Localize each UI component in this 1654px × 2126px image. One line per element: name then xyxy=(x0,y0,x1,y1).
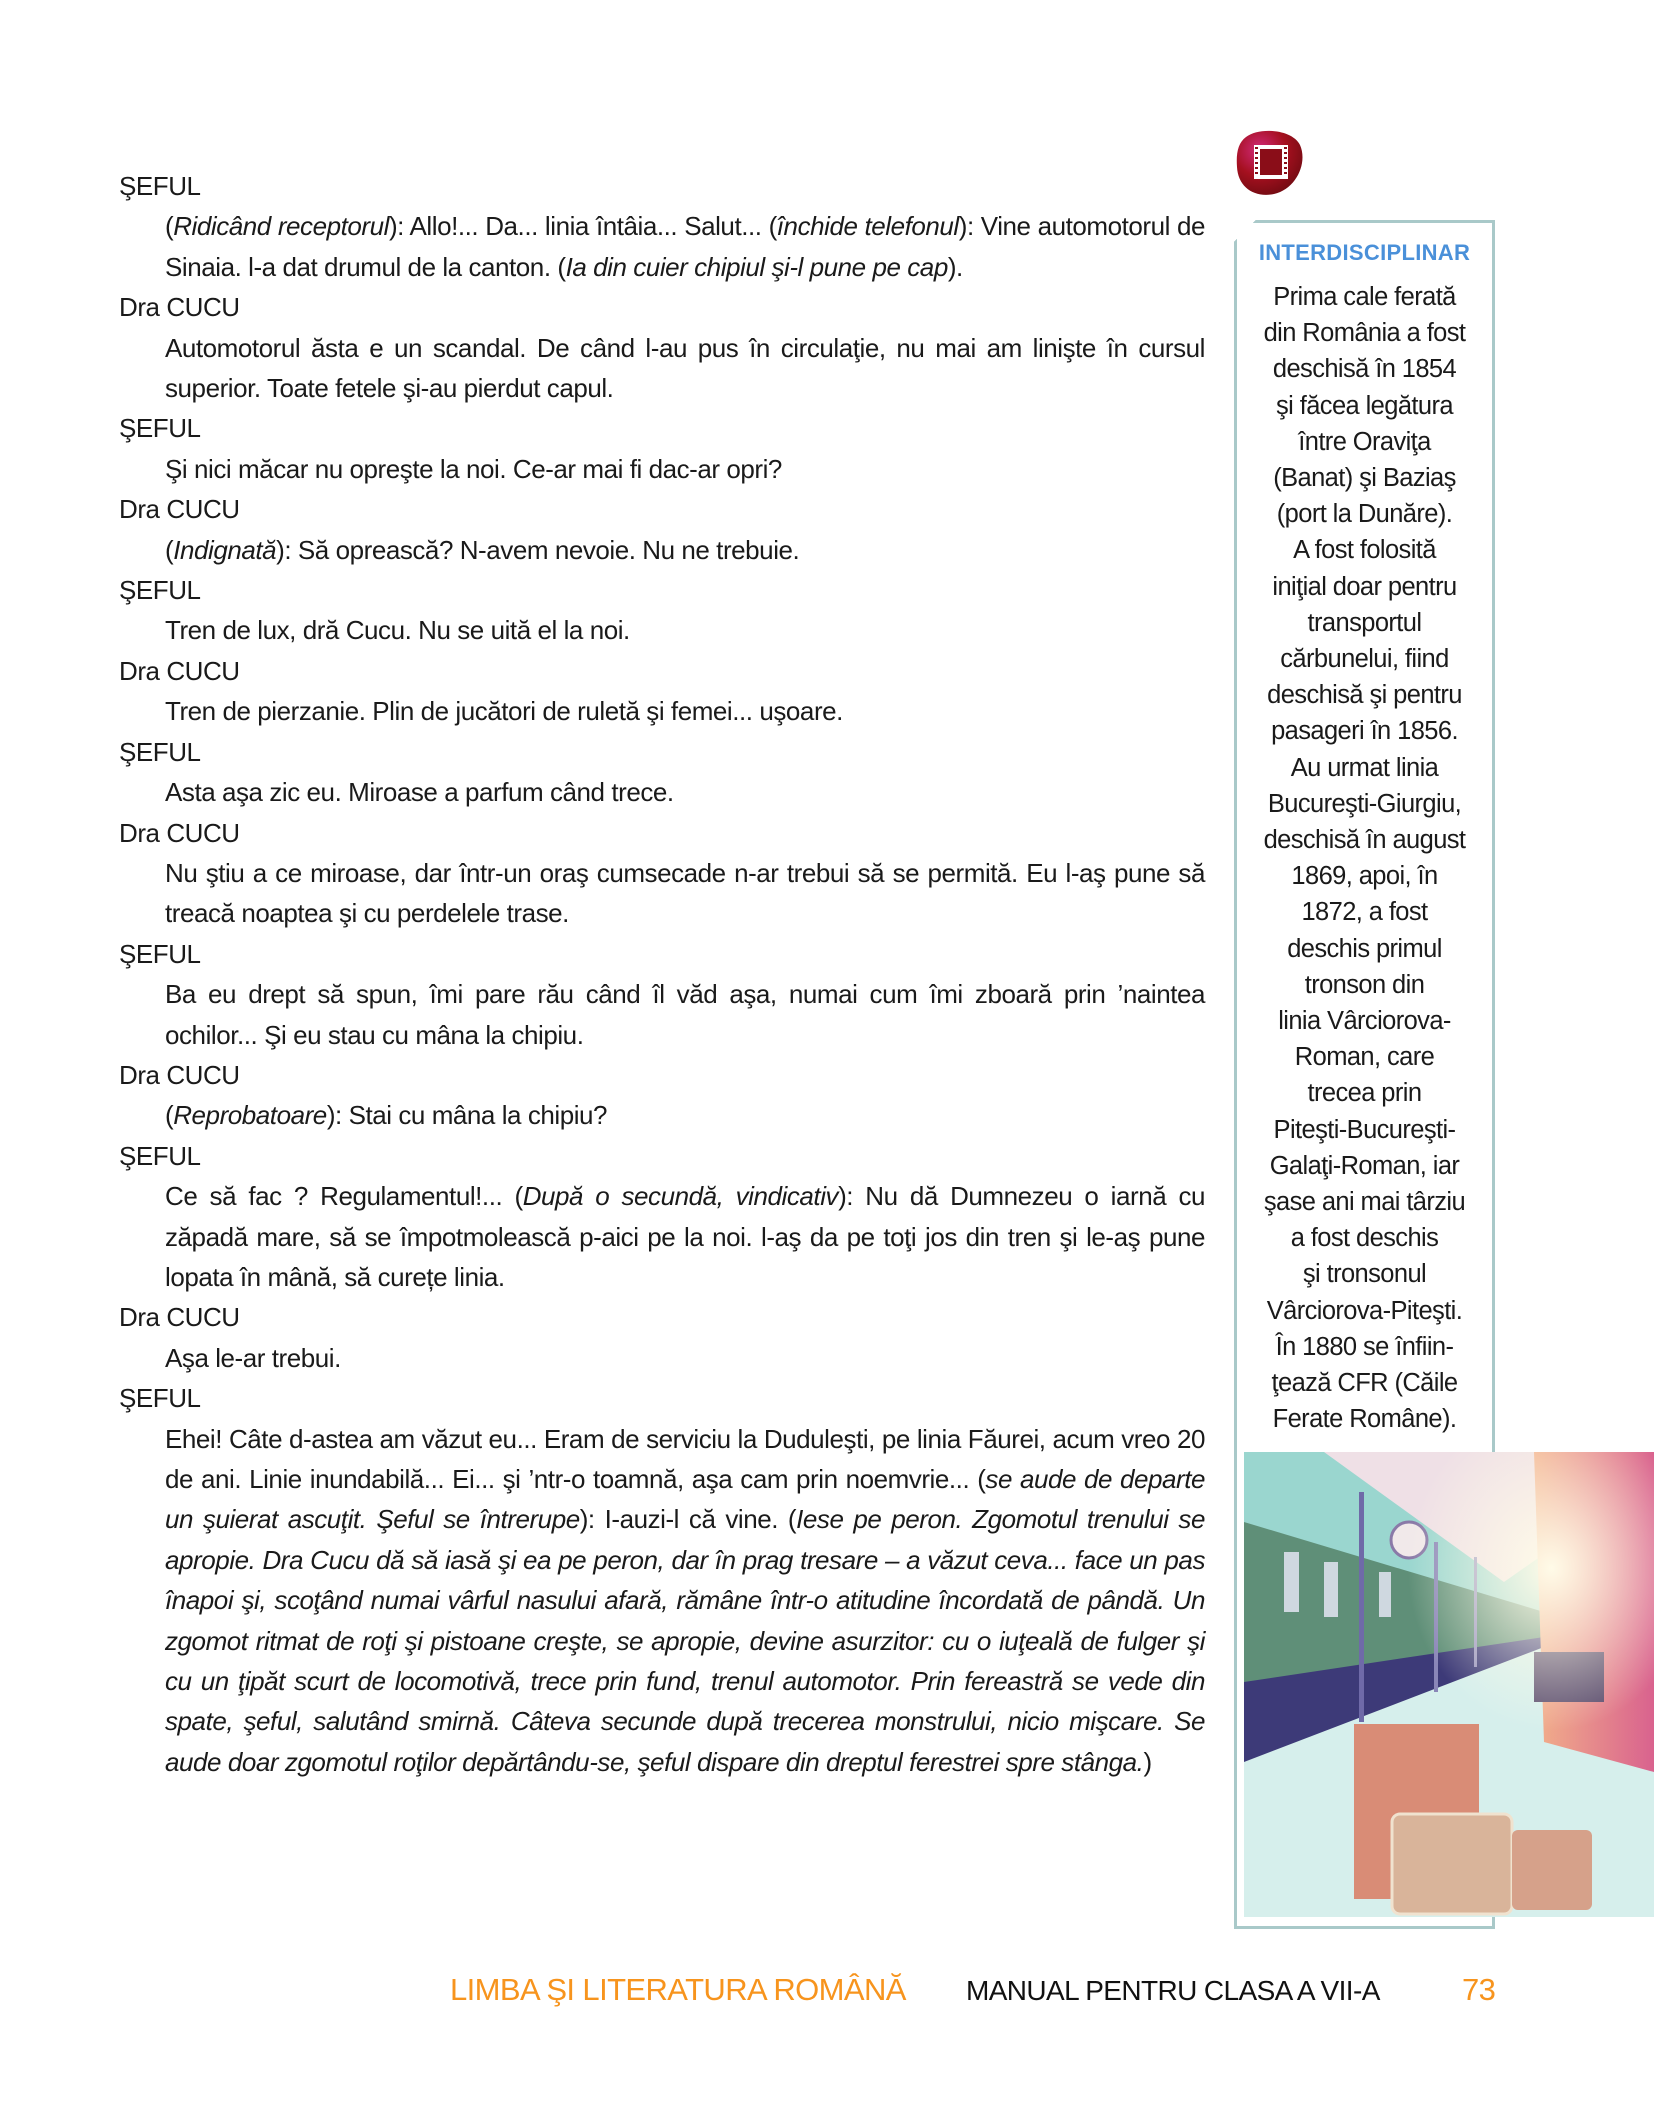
stage-direction: se aude de departe un şuierat ascuţit. Şeful se întrerupe xyxy=(165,1464,1205,1535)
stage-direction: Indignată xyxy=(173,534,277,565)
sidebar-line: şi făcea legătura xyxy=(1276,391,1453,420)
sidebar-line: (port la Dunăre). xyxy=(1276,500,1453,529)
spoken-text: Ehei! Câte d-astea am văzut eu... Eram de serviciu la Duduleşti, pe linia Făurei, acum vreo 20 de ani. Linie inundabilă... Ei... şi ’ntr-o toamnă, aşa cam prin noemvrie... ( xyxy=(165,1423,1205,1494)
sidebar-line: trecea prin xyxy=(1307,1079,1422,1108)
speaker-name: ŞEFUL xyxy=(119,575,201,606)
sidebar-line: iniţial doar pentru xyxy=(1272,572,1457,601)
sidebar-line: În 1880 se înfiin- xyxy=(1275,1332,1454,1361)
speaker-name: Dra CUCU xyxy=(119,817,240,848)
speech-text xyxy=(165,772,1205,812)
page-number: 73 xyxy=(1462,1972,1496,2007)
sidebar-title: INTERDISCIPLINAR xyxy=(1258,240,1471,265)
sidebar-line: (Banat) şi Baziaş xyxy=(1273,464,1456,493)
sidebar-line: şi tronsonul xyxy=(1302,1260,1427,1289)
sidebar-line: între Oraviţa xyxy=(1298,427,1431,456)
sidebar-line: linia Vârciorova- xyxy=(1278,1007,1451,1036)
sidebar-line: cărbunelui, fiind xyxy=(1280,645,1449,674)
sidebar-line: Prima cale ferată xyxy=(1273,283,1456,311)
sidebar-line: deschisă în 1854 xyxy=(1272,355,1457,384)
film-strip-icon xyxy=(1234,127,1306,197)
footer-manual: MANUAL PENTRU CLASA A VII-A xyxy=(966,1975,1380,2006)
sidebar-text xyxy=(1237,279,1492,1438)
speech-text xyxy=(165,974,1205,1055)
spoken-text: ( xyxy=(165,211,174,242)
speech-text xyxy=(165,1176,1205,1297)
speech-text xyxy=(165,853,1205,934)
spoken-text: Ba eu drept să spun, îmi pare rău când îl văd aşa, numai cum îmi zboară prin ’naintea ochilor... Şi eu stau cu mâna la chipiu. xyxy=(165,979,1205,1050)
spoken-text: Tren de pierzanie. Plin de jucători de ruletă şi femei... uşoare. xyxy=(165,696,843,727)
play-text xyxy=(119,166,1205,1782)
speaker-name: ŞEFUL xyxy=(119,736,201,767)
stage-direction: Ridicând receptorul xyxy=(173,211,389,242)
speaker-name: Dra CUCU xyxy=(119,494,240,525)
sidebar-line: 1869, apoi, în xyxy=(1291,862,1438,891)
spoken-text: ): Nu dă Dumnezeu o iarnă cu zăpadă mare, să se împotmolească p-aici pe la noi. l-aş da pe toţi jos din tren şi le-aş pune lopata în mână, să curețe linia. xyxy=(165,1181,1206,1292)
spoken-text: ): Vine automotorul de Sinaia. l-a dat drumul de la canton. ( xyxy=(165,211,1205,282)
spoken-text: Aşa le-ar trebui. xyxy=(165,1342,341,1373)
sidebar-line: ţează CFR (Căile xyxy=(1271,1369,1458,1398)
spoken-text: ( xyxy=(165,534,174,565)
speech-text xyxy=(165,328,1205,409)
stage-direction: Reprobatoare xyxy=(173,1100,327,1131)
speaker-name: Dra CUCU xyxy=(119,655,240,686)
spoken-text: Ce să fac ? Regulamentul!... ( xyxy=(165,1181,523,1212)
spoken-text: ) xyxy=(1143,1746,1152,1777)
train-station-photo xyxy=(1244,1452,1654,1917)
spoken-text: ): Stai cu mâna la chipiu? xyxy=(326,1100,608,1131)
spoken-text: ): I-auzi-l că vine. ( xyxy=(579,1504,797,1535)
sidebar-line: Ferate Române). xyxy=(1272,1405,1457,1434)
sidebar-line: Vârciorova-Piteşti. xyxy=(1266,1296,1463,1325)
speaker-name: Dra CUCU xyxy=(119,292,240,323)
spoken-text: Şi nici măcar nu opreşte la noi. Ce-ar mai fi dac-ar opri? xyxy=(165,453,782,484)
spoken-text: ): Allo!... Da... linia întâia... Salut... ( xyxy=(388,211,777,242)
speaker-name: ŞEFUL xyxy=(119,938,201,969)
speech-text xyxy=(165,206,1205,287)
stage-direction: După o secundă, vindicativ xyxy=(522,1181,839,1212)
speaker-name: ŞEFUL xyxy=(119,1383,201,1414)
sidebar-line: deschisă şi pentru xyxy=(1267,681,1462,710)
footer-subject: LIMBA ŞI LITERATURA ROMÂNĂ xyxy=(450,1972,906,2007)
stage-direction: Iese pe peron. Zgomotul trenului se apropie. Dra Cucu dă să iasă şi ea pe peron, dar în prag tresare – a văzut ceva... face un pas înapoi şi, scoţând numai vârful nasului afară, rămâne într-o atitudine încordată de pândă. Un zgomot ritmat de roţi şi pistoane creşte, se apropie, devine asurzitor: cu o iuţeală de fulger şi cu un ţipăt scurt de locomotivă, trece prin fund, trenul automotor. Prin fereastră se vede din spate, şeful, salutând smirnă. Câteva secunde după trecerea monstrului, nicio mişcare. Se aude doar zgomotul roţilor depărtându-se, şeful dispare din dreptul ferestrei spre stânga. xyxy=(165,1504,1205,1777)
sidebar-line: Galaţi-Roman, iar xyxy=(1269,1151,1460,1180)
sidebar-line: şase ani mai târziu xyxy=(1263,1188,1466,1217)
spoken-text: Tren de lux, dră Cucu. Nu se uită el la noi. xyxy=(165,615,630,646)
sidebar-line: transportul xyxy=(1307,608,1422,637)
sidebar-line: Au urmat linia xyxy=(1290,753,1439,782)
sidebar-line: Bucureşti-Giurgiu, xyxy=(1267,789,1462,818)
spoken-text: ). xyxy=(947,251,963,282)
speech-text xyxy=(165,449,1205,489)
speech-text xyxy=(165,1095,1205,1135)
sidebar-line: din România a fost xyxy=(1263,319,1466,348)
speech-text xyxy=(165,610,1205,650)
speaker-name: ŞEFUL xyxy=(119,1140,201,1171)
sidebar-line: Roman, care xyxy=(1294,1043,1435,1072)
spoken-text: Automotorul ăsta e un scandal. De când l-au pus în circulaţie, nu mai am linişte în cursul superior. Toate fetele şi-au pierdut capul. xyxy=(165,332,1205,404)
speech-text xyxy=(165,530,1205,570)
speech-text xyxy=(165,1419,1205,1783)
speaker-name: Dra CUCU xyxy=(119,1302,240,1333)
speech-text xyxy=(165,691,1205,731)
sidebar-line: a fost deschis xyxy=(1290,1224,1439,1253)
sidebar-line: deschis primul xyxy=(1287,934,1442,963)
speaker-name: ŞEFUL xyxy=(119,171,201,201)
spoken-text: ( xyxy=(165,1100,174,1131)
speaker-name: Dra CUCU xyxy=(119,1059,240,1090)
spoken-text: Nu ştiu a ce miroase, dar într-un oraş cumsecade n-ar trebui să se permită. Eu l-aş pune să treacă noaptea şi cu perdelele trase. xyxy=(165,857,1205,929)
sidebar-line: Piteşti-Bucureşti- xyxy=(1273,1115,1456,1144)
sidebar-line: pasageri în 1856. xyxy=(1271,717,1458,746)
sidebar-line: deschisă în august xyxy=(1263,826,1466,855)
sidebar-line: A fost folosită xyxy=(1293,536,1436,565)
sidebar-line: tronson din xyxy=(1304,970,1425,999)
speaker-name: ŞEFUL xyxy=(119,413,201,444)
stage-direction: Ia din cuier chipiul şi-l pune pe cap xyxy=(565,251,948,282)
speech-text xyxy=(165,1338,1205,1378)
spoken-text: ): Să oprească? N-avem nevoie. Nu ne trebuie. xyxy=(276,534,800,565)
spoken-text: Asta aşa zic eu. Miroase a parfum când trece. xyxy=(165,777,674,808)
stage-direction: închide telefonul xyxy=(776,211,959,242)
sidebar-line: 1872, a fost xyxy=(1301,898,1428,927)
